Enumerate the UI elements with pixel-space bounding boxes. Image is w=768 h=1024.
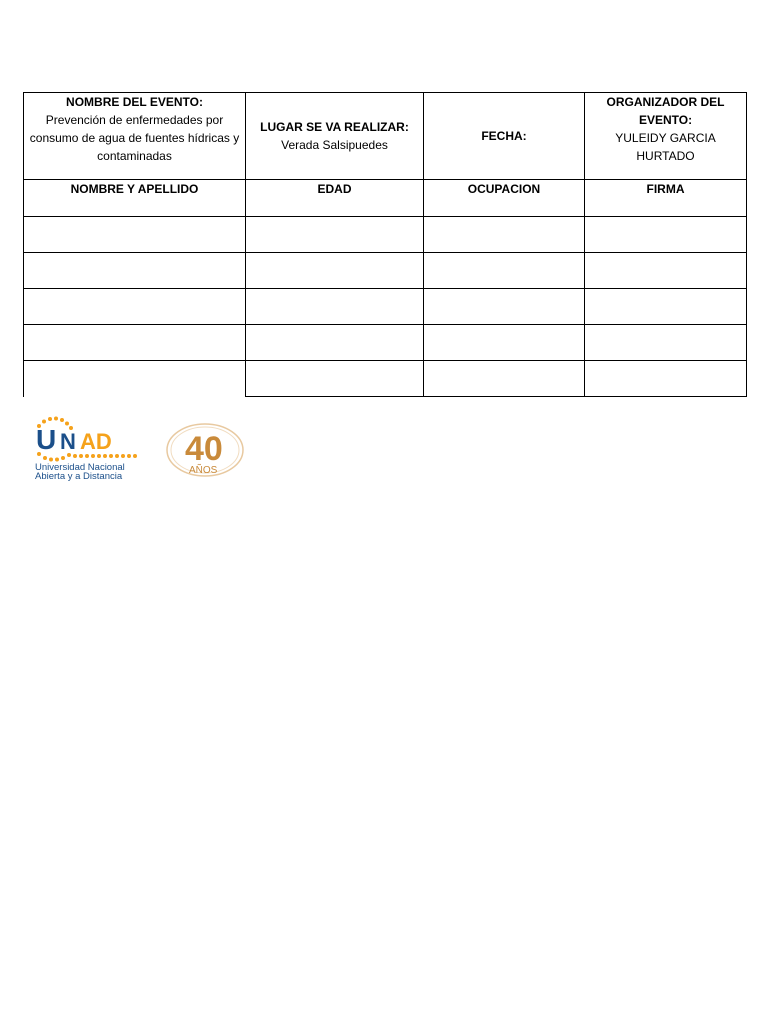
column-header-age: EDAD [246,180,424,217]
table-row [24,253,747,289]
occupation-cell[interactable] [424,253,585,289]
name-cell[interactable] [24,361,246,397]
table-row [24,325,747,361]
event-organizer-label: ORGANIZADOR DEL EVENTO: [606,95,725,127]
column-header-occupation: OCUPACION [424,180,585,217]
event-name-value: Prevención de enfermedades por consumo de agua de fuentes hídricas y contaminadas [29,113,240,163]
event-organizer-cell [585,93,747,180]
occupation-cell[interactable] [424,361,585,397]
unad-wordmark-ad: AD [80,429,112,454]
age-cell[interactable] [246,289,424,325]
anniversary-40-logo [163,420,247,480]
unad-name-line1: Universidad Nacional [35,462,125,473]
occupation-cell[interactable] [424,289,585,325]
event-organizer-value: YULEIDY GARCIA HURTADO [615,131,716,163]
table-row [24,289,747,325]
unad-wordmark-n: N [60,429,76,454]
name-cell[interactable] [24,325,246,361]
occupation-cell[interactable] [424,217,585,253]
table-row [24,217,747,253]
event-place-value: Verada Salsipuedes [281,138,388,152]
age-cell[interactable] [246,217,424,253]
event-name-cell [24,93,246,180]
age-cell[interactable] [246,253,424,289]
anniversary-word: AÑOS [189,465,218,476]
signature-cell[interactable] [585,289,747,325]
event-place-label: LUGAR SE VA REALIZAR: [260,120,409,134]
name-cell[interactable] [24,289,246,325]
event-place-cell [246,93,424,180]
column-header-row [24,180,747,217]
name-cell[interactable] [24,217,246,253]
event-date-label: FECHA: [481,129,527,143]
age-cell[interactable] [246,325,424,361]
attendance-table [23,92,747,397]
event-name-label: NOMBRE DEL EVENTO: [66,95,203,109]
event-header-row [24,93,747,180]
unad-logo [33,416,145,482]
signature-cell[interactable] [585,325,747,361]
column-header-name: NOMBRE Y APELLIDO [24,180,246,217]
table-row [24,361,747,397]
anniversary-number: 40 [185,430,223,468]
unad-wordmark-u: U [36,424,57,455]
column-header-signature: FIRMA [585,180,747,217]
signature-cell[interactable] [585,253,747,289]
event-date-cell [424,93,585,180]
name-cell[interactable] [24,253,246,289]
signature-cell[interactable] [585,361,747,397]
signature-cell[interactable] [585,217,747,253]
unad-name-line2: Abierta y a Distancia [35,471,123,482]
occupation-cell[interactable] [424,325,585,361]
age-cell[interactable] [246,361,424,397]
